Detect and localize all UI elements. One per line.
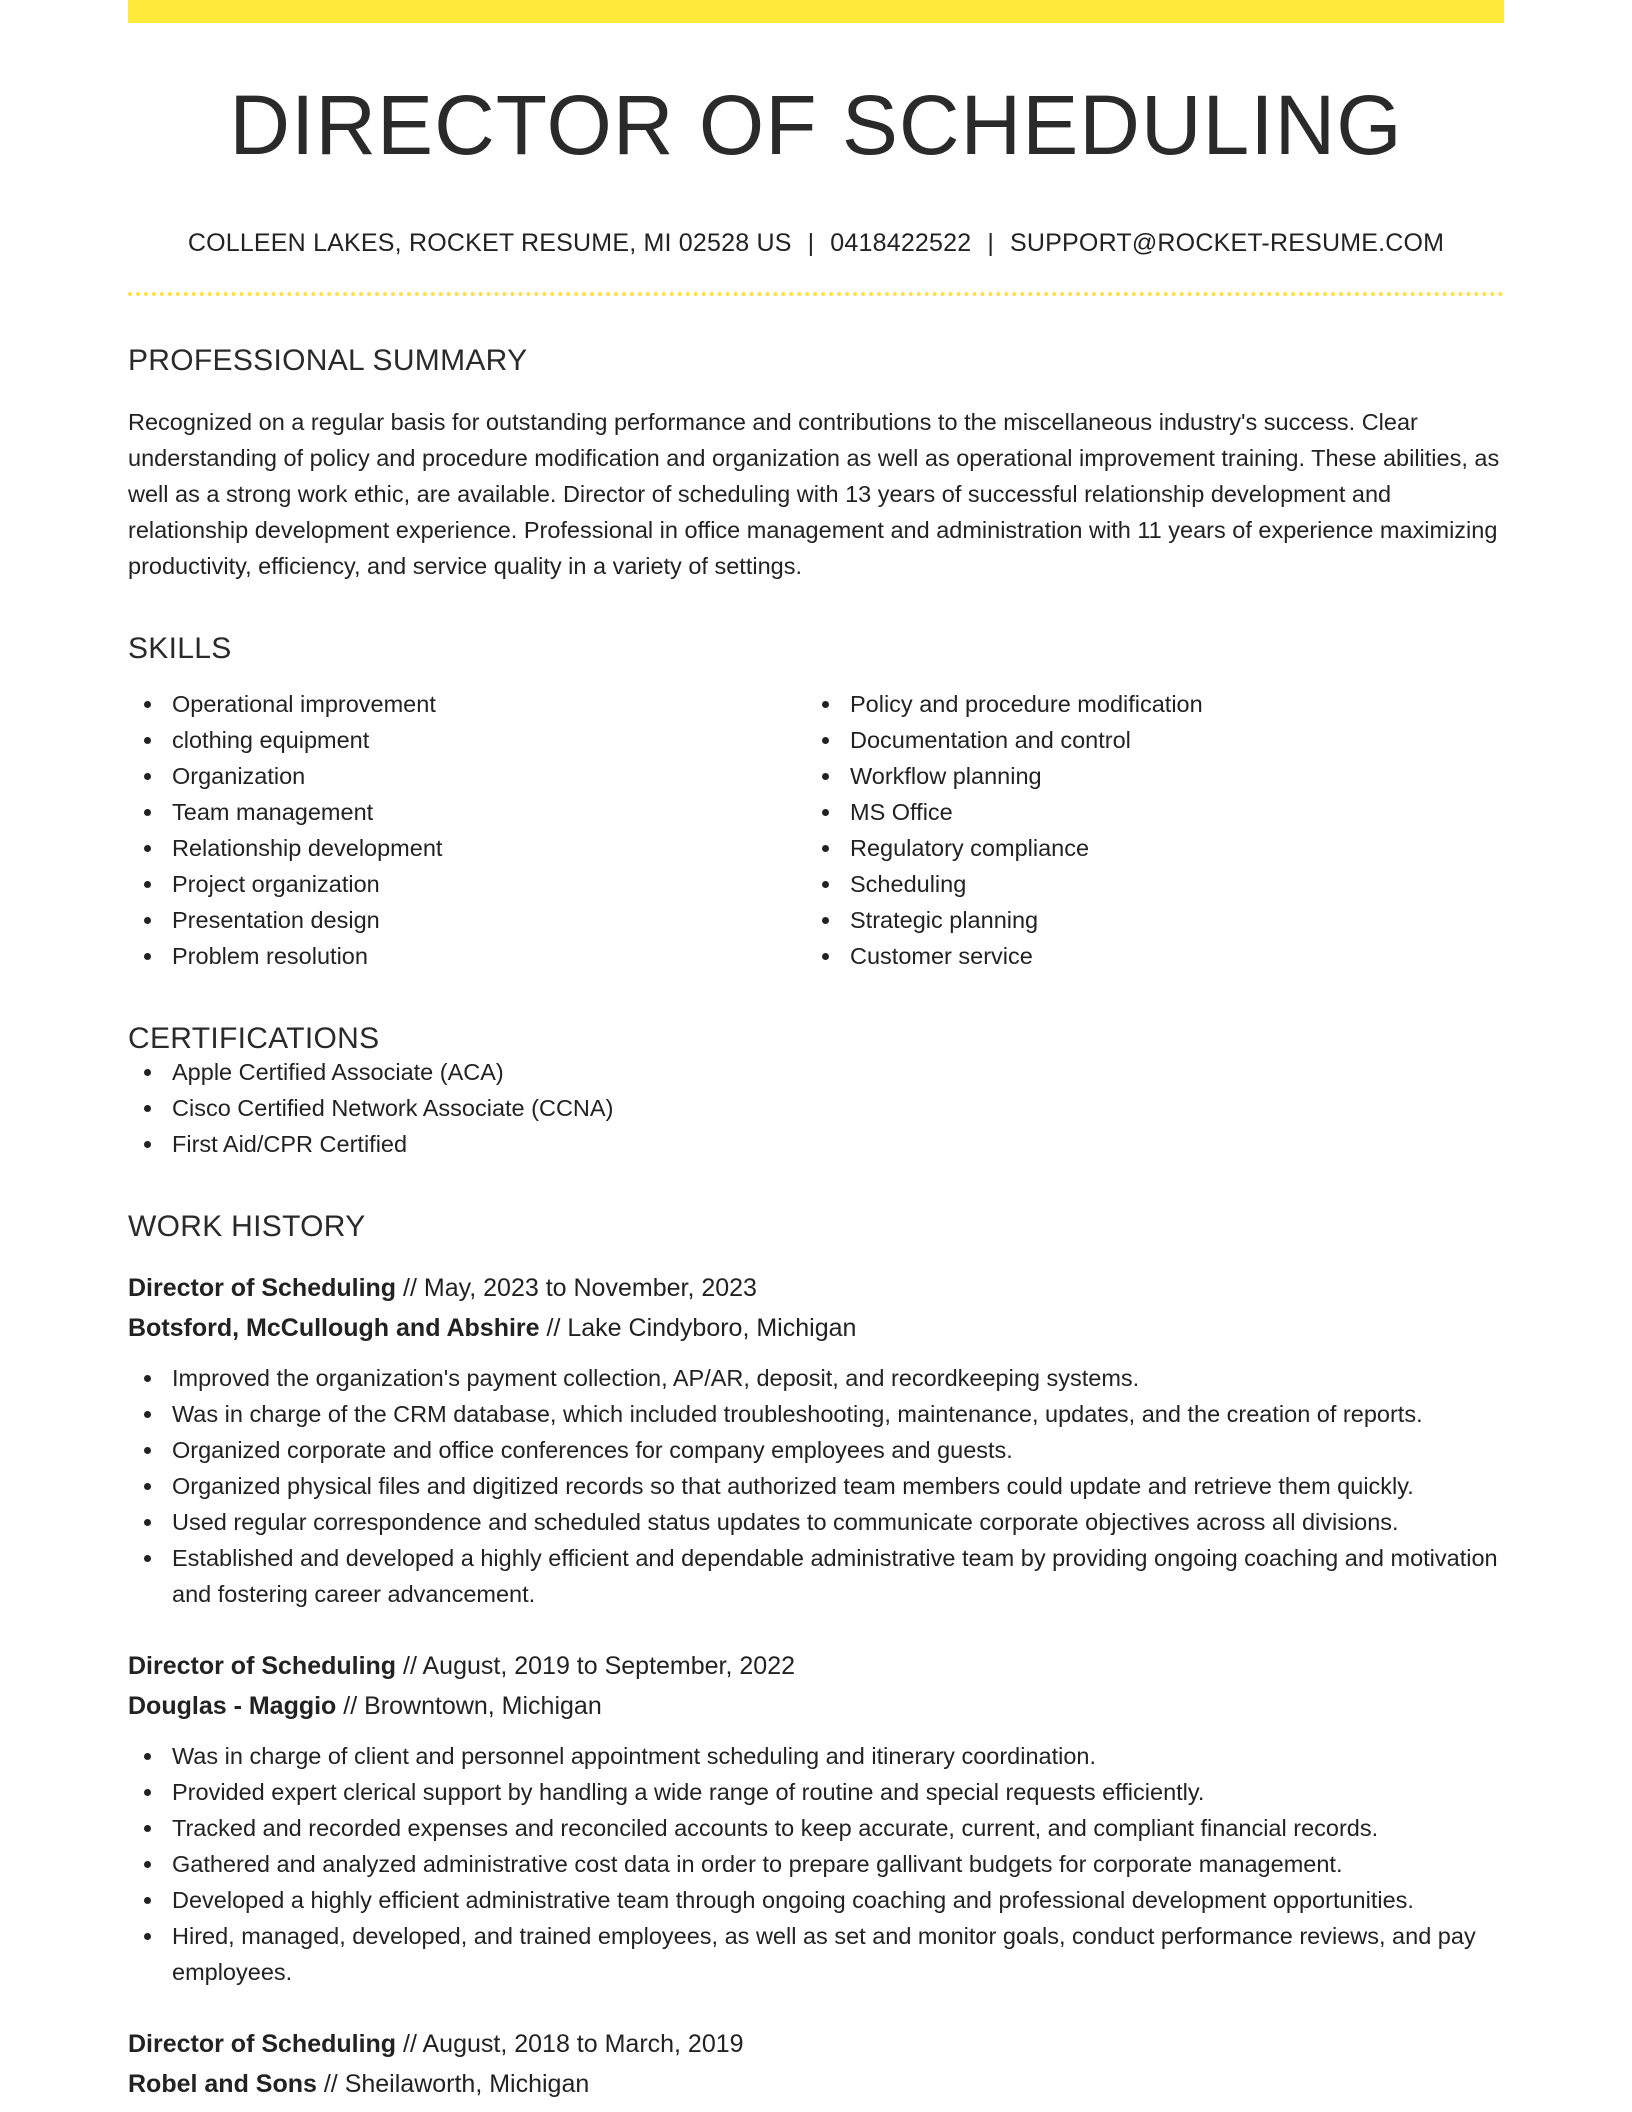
list-item: Workflow planning <box>806 758 1484 794</box>
job-location: // Browntown, Michigan <box>343 1692 602 1720</box>
job-company: Robel and Sons <box>128 2070 317 2098</box>
job-role-line <box>128 2024 1504 2064</box>
contact-separator: | <box>807 229 815 257</box>
resume-page <box>128 0 1504 2104</box>
list-item: Organization <box>128 758 806 794</box>
certifications-list <box>128 1054 1504 1162</box>
contact-email[interactable]: SUPPORT@ROCKET-RESUME.COM <box>1010 229 1445 257</box>
job-company-line <box>128 2064 1504 2104</box>
list-item: Customer service <box>806 938 1484 974</box>
job-entry <box>128 1646 1504 1990</box>
summary-text: Recognized on a regular basis for outstanding performance and contributions to the miscellaneous industry's success. Clear understanding of policy and procedure modification and organization as well as operational improvement training. These abilities, as well as a strong work ethic, are available. Director of scheduling with 13 years of successful relationship development and relationship development experience. Professional in office management and administration with 11 years of experience maximizing productivity, efficiency, and service quality in a variety of settings. <box>128 409 1500 579</box>
list-item: clothing equipment <box>128 722 806 758</box>
job-company: Botsford, McCullough and Abshire <box>128 1314 540 1342</box>
list-item: Improved the organization's payment collection, AP/AR, deposit, and recordkeeping systems. <box>128 1360 1504 1396</box>
job-bullets <box>128 1360 1504 1612</box>
job-role-line <box>128 1268 1504 1308</box>
job-role: Director of Scheduling <box>128 1652 397 1680</box>
list-item: Policy and procedure modification <box>806 686 1484 722</box>
list-item: Organized physical files and digitized records so that authorized team members could update and retrieve them quickly. <box>128 1468 1504 1504</box>
job-location: // Lake Cindyboro, Michigan <box>546 1314 857 1342</box>
contact-phone: 0418422522 <box>830 229 972 257</box>
contact-separator: | <box>987 229 995 257</box>
list-item: Tracked and recorded expenses and reconciled accounts to keep accurate, current, and compliant financial records. <box>128 1810 1504 1846</box>
list-item: Was in charge of client and personnel appointment scheduling and itinerary coordination. <box>128 1738 1504 1774</box>
skills-list-right <box>806 686 1484 974</box>
list-item: Cisco Certified Network Associate (CCNA) <box>128 1090 1504 1126</box>
work-history-heading: WORK HISTORY <box>128 1210 366 1243</box>
list-item: Operational improvement <box>128 686 806 722</box>
accent-bar <box>128 0 1504 23</box>
header-divider <box>128 292 1504 296</box>
list-item: Problem resolution <box>128 938 806 974</box>
list-item: Regulatory compliance <box>806 830 1484 866</box>
list-item: Project organization <box>128 866 806 902</box>
list-item: Developed a highly efficient administrative team through ongoing coaching and professional development opportunities. <box>128 1882 1504 1918</box>
list-item: Organized corporate and office conferences for company employees and guests. <box>128 1432 1504 1468</box>
list-item: Hired, managed, developed, and trained employees, as well as set and monitor goals, conduct performance reviews, and pay employees. <box>128 1918 1504 1990</box>
job-role: Director of Scheduling <box>128 2030 397 2058</box>
contact-line <box>128 229 1504 258</box>
list-item: Documentation and control <box>806 722 1484 758</box>
list-item: First Aid/CPR Certified <box>128 1126 1504 1162</box>
job-location: // Sheilaworth, Michigan <box>323 2070 590 2098</box>
skills-heading: SKILLS <box>128 632 232 665</box>
list-item: Scheduling <box>806 866 1484 902</box>
job-company: Douglas - Maggio <box>128 1692 337 1720</box>
job-bullets <box>128 1738 1504 1990</box>
job-company-line <box>128 1686 1504 1726</box>
job-entry <box>128 1268 1504 1612</box>
job-entry <box>128 2024 1504 2104</box>
list-item: Team management <box>128 794 806 830</box>
job-role-line <box>128 1646 1504 1686</box>
resume-title: DIRECTOR OF SCHEDULING <box>229 78 1403 172</box>
skills-grid <box>128 686 1504 974</box>
summary-heading: PROFESSIONAL SUMMARY <box>128 344 528 377</box>
contact-address: COLLEEN LAKES, ROCKET RESUME, MI 02528 US <box>187 229 792 257</box>
list-item: Was in charge of the CRM database, which included troubleshooting, maintenance, updates, and the creation of reports. <box>128 1396 1504 1432</box>
job-role: Director of Scheduling <box>128 1274 397 1302</box>
list-item: Established and developed a highly efficient and dependable administrative team by providing ongoing coaching and motivation and fostering career advancement. <box>128 1540 1504 1612</box>
skills-list-left <box>128 686 806 974</box>
job-dates: // August, 2018 to March, 2019 <box>403 2030 744 2058</box>
list-item: Provided expert clerical support by handling a wide range of routine and special requests efficiently. <box>128 1774 1504 1810</box>
list-item: Apple Certified Associate (ACA) <box>128 1054 1504 1090</box>
list-item: Gathered and analyzed administrative cost data in order to prepare gallivant budgets for corporate management. <box>128 1846 1504 1882</box>
list-item: Used regular correspondence and scheduled status updates to communicate corporate objectives across all divisions. <box>128 1504 1504 1540</box>
list-item: Relationship development <box>128 830 806 866</box>
list-item: Presentation design <box>128 902 806 938</box>
job-company-line <box>128 1308 1504 1348</box>
job-dates: // May, 2023 to November, 2023 <box>403 1274 757 1302</box>
list-item: Strategic planning <box>806 902 1484 938</box>
job-dates: // August, 2019 to September, 2022 <box>403 1652 796 1680</box>
certifications-heading: CERTIFICATIONS <box>128 1022 380 1055</box>
list-item: MS Office <box>806 794 1484 830</box>
